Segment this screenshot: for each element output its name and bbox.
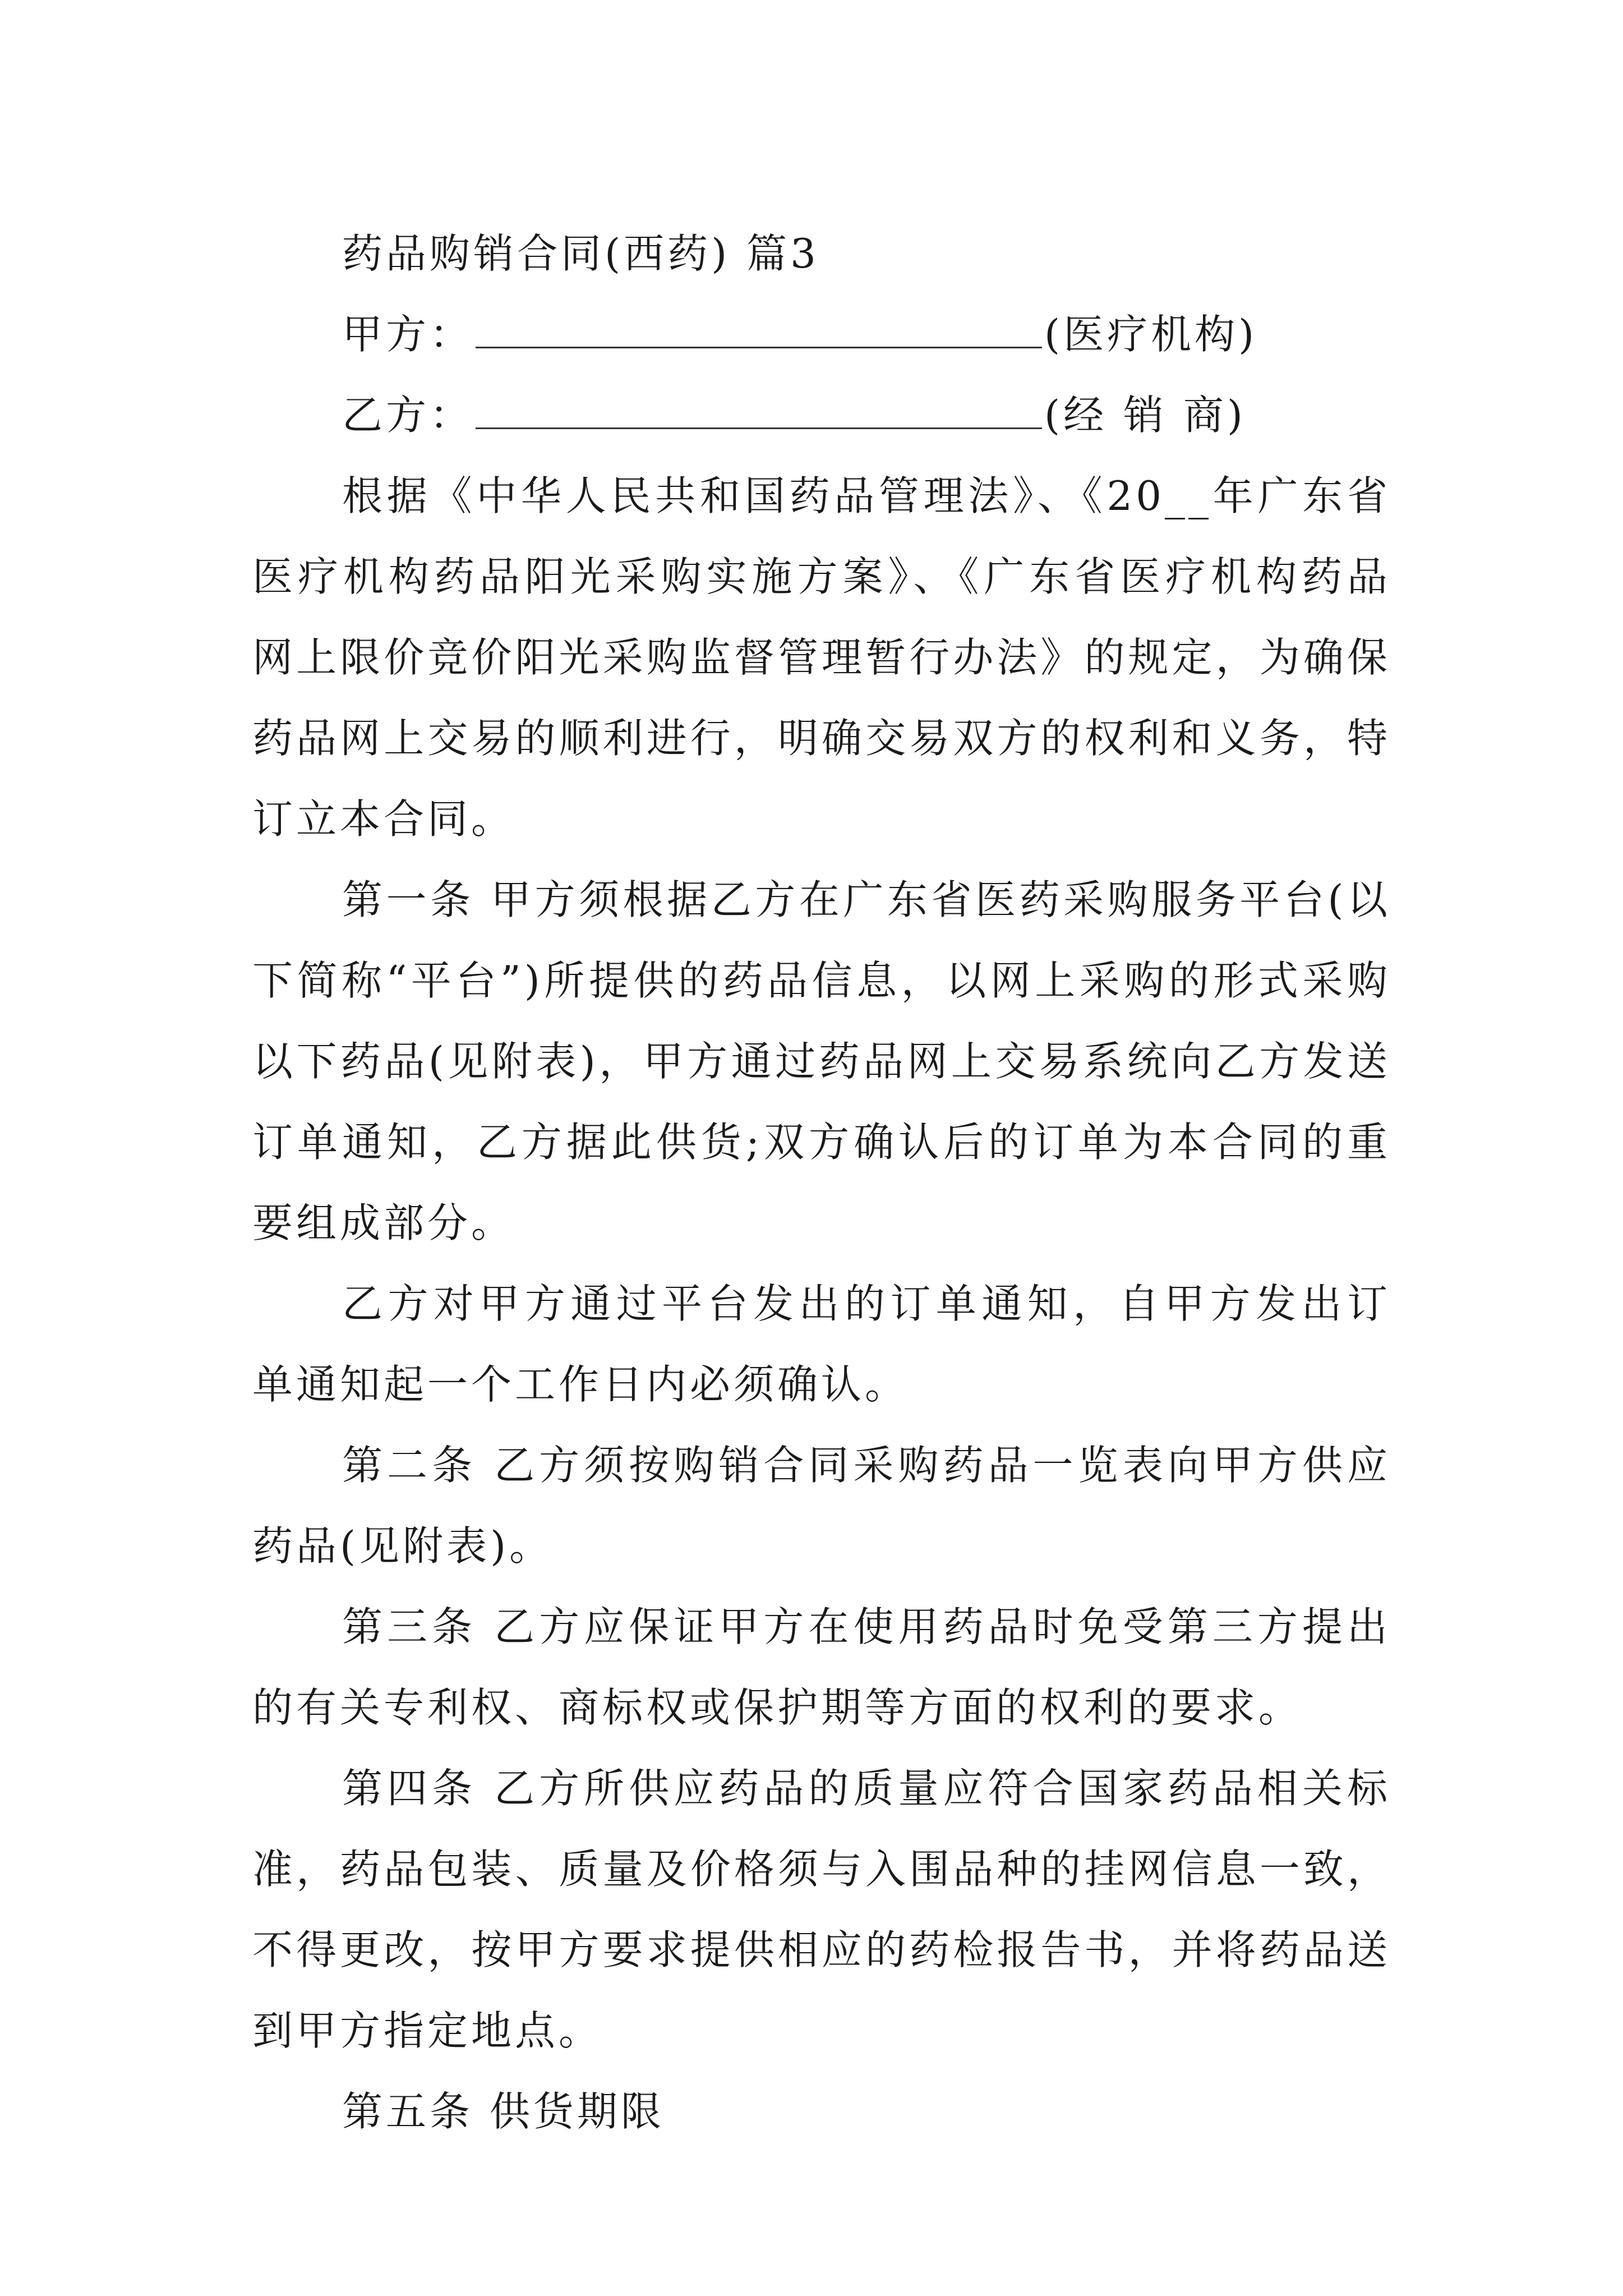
paragraph-confirm: 乙方对甲方通过平台发出的订单通知，自甲方发出订单通知起一个工作日内必须确认。	[252, 1280, 1391, 1408]
paragraph-article-1: 第一条 甲方须根据乙方在广东省医药采购服务平台(以下简称“平台”)所提供的药品信息，以网上采购的形式采购以下药品(见附表)，甲方通过药品网上交易系统向乙方发送订单通知，乙方据此供货;双方确认后的订单为本合同的重要组成部分。	[252, 876, 1391, 1246]
article-5-heading: 第五条 供货期限	[342, 2088, 665, 2135]
contract-page	[252, 213, 1391, 2152]
party-a-blank	[476, 307, 1042, 348]
paragraph-preamble: 根据《中华人民共和国药品管理法》、《20__年广东省医疗机构药品阳光采购实施方案》、《广东省医疗机构药品网上限价竞价阳光采购监督管理暂行办法》的规定，为确保药品网上交易的顺利进行，明确交易双方的权利和义务，特订立本合同。	[252, 472, 1391, 843]
party-a-note: (医疗机构)	[1044, 311, 1258, 358]
party-a-label: 甲方：	[342, 311, 474, 358]
party-a-line	[252, 294, 1391, 375]
document-title: 药品购销合同(西药) 篇3	[342, 230, 819, 277]
party-b-line	[252, 375, 1391, 455]
paragraph-article-2: 第二条 乙方须按购销合同采购药品一览表向甲方供应药品(见附表)。	[252, 1442, 1391, 1570]
paragraph-article-3: 第三条 乙方应保证甲方在使用药品时免受第三方提出的有关专利权、商标权或保护期等方面的权利的要求。	[252, 1603, 1391, 1731]
paragraph-article-4: 第四条 乙方所供应药品的质量应符合国家药品相关标准，药品包装、质量及价格须与入围品种的挂网信息一致，不得更改，按甲方要求提供相应的药检报告书，并将药品送到甲方指定地点。	[252, 1765, 1391, 2054]
party-b-blank	[476, 388, 1042, 429]
party-b-label: 乙方：	[342, 392, 474, 439]
party-b-note: (经 销 商)	[1044, 392, 1246, 439]
